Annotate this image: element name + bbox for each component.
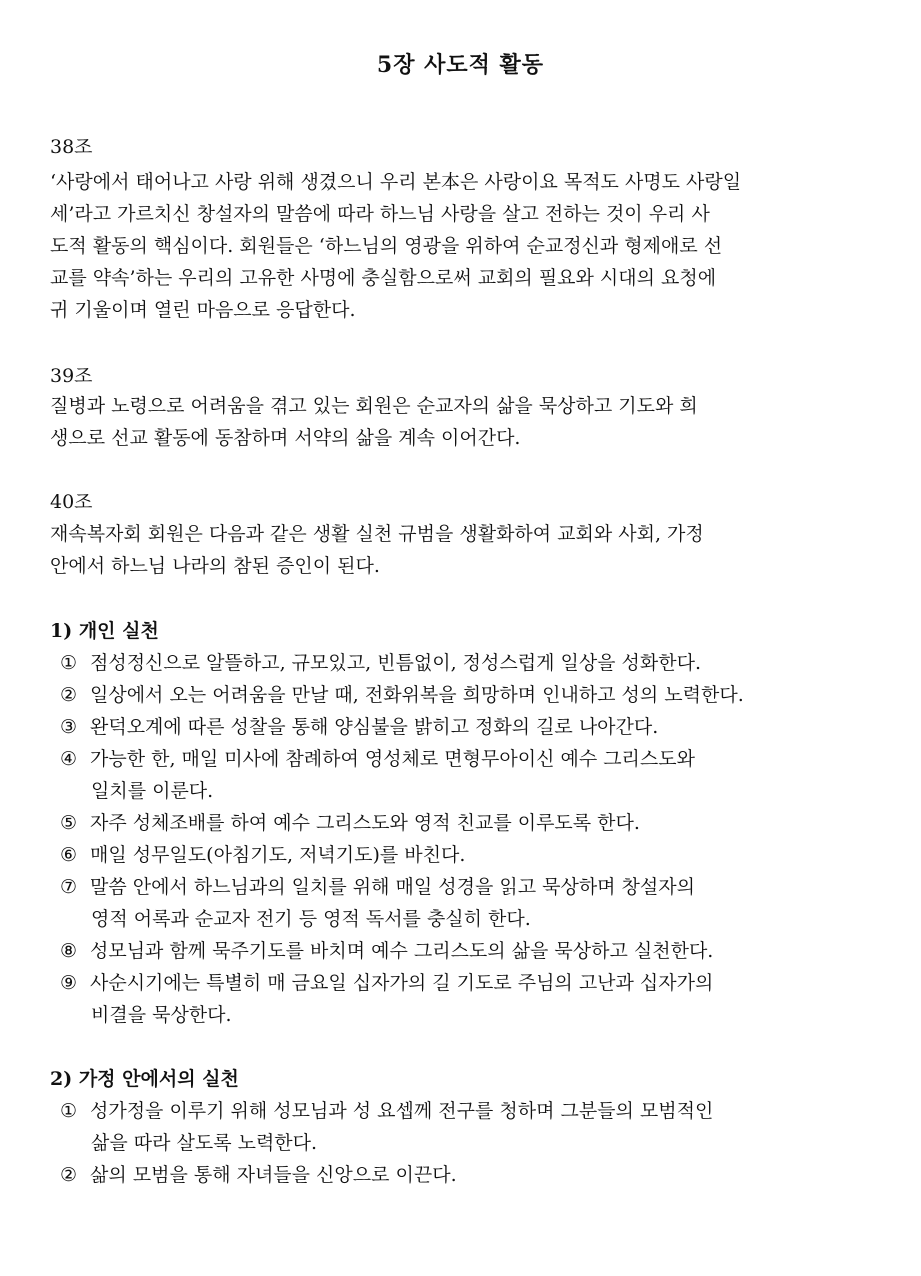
article-39-heading: 39조	[50, 365, 93, 387]
article-38-line: 교를 약속’하는 우리의 고유한 사명에 충실함으로써 교회의 필요와 시대의 요청에	[50, 267, 717, 289]
article-38-line: 귀 기울이며 열린 마음으로 응답한다.	[50, 299, 356, 321]
section-family-practice-heading: 2) 가정 안에서의 실천	[50, 1068, 239, 1090]
item-text-continued: 일치를 이룬다.	[91, 780, 214, 802]
item-text: 성가정을 이루기 위해 성모님과 성 요셉께 전구를 청하며 그분들의 모범적인	[90, 1100, 714, 1122]
article-38-heading: 38조	[50, 136, 93, 158]
article-38-line: ‘사랑에서 태어나고 사랑 위해 생겼으니 우리 본本은 사랑이요 목적도 사명도 사랑일	[50, 171, 742, 193]
list-item	[60, 1161, 457, 1189]
article-40-line: 재속복자회 회원은 다음과 같은 생활 실천 규범을 생활화하여 교회와 사회, 가정	[50, 523, 704, 545]
article-40-heading: 40조	[50, 491, 93, 513]
article-39-line: 생으로 선교 활동에 동참하며 서약의 삶을 계속 이어간다.	[50, 427, 521, 449]
item-text-continued: 영적 어록과 순교자 전기 등 영적 독서를 충실히 한다.	[91, 908, 531, 930]
list-item	[60, 681, 744, 709]
list-item	[60, 745, 695, 773]
list-item	[60, 649, 701, 677]
list-item	[60, 1097, 713, 1125]
item-text: 성모님과 함께 묵주기도를 바치며 예수 그리스도의 삶을 묵상하고 실천한다.	[90, 940, 714, 962]
item-number: ①	[60, 652, 78, 674]
list-item	[60, 969, 713, 997]
item-text-continued: 삶을 따라 살도록 노력한다.	[91, 1132, 318, 1154]
item-number: ①	[60, 1100, 78, 1122]
list-item	[60, 873, 695, 901]
section-personal-practice-heading: 1) 개인 실천	[50, 620, 159, 642]
item-number: ⑦	[60, 876, 78, 898]
item-number: ⑤	[60, 812, 78, 834]
article-38-line: 세’라고 가르치신 창설자의 말씀에 따라 하느님 사랑을 살고 전하는 것이 우리 사	[50, 203, 710, 225]
item-text: 가능한 한, 매일 미사에 참례하여 영성체로 면형무아이신 예수 그리스도와	[90, 748, 695, 770]
item-text: 완덕오계에 따른 성찰을 통해 양심불을 밝히고 정화의 길로 나아간다.	[90, 716, 659, 738]
item-number: ⑥	[60, 844, 78, 866]
item-text: 말씀 안에서 하느님과의 일치를 위해 매일 성경을 읽고 묵상하며 창설자의	[90, 876, 695, 898]
item-text-continued: 비결을 묵상한다.	[91, 1004, 232, 1026]
item-number: ②	[60, 1164, 78, 1186]
list-item	[60, 809, 640, 837]
item-text: 자주 성체조배를 하여 예수 그리스도와 영적 친교를 이루도록 한다.	[90, 812, 640, 834]
item-text: 매일 성무일도(아침기도, 저녁기도)를 바친다.	[90, 844, 466, 866]
list-item	[60, 841, 465, 869]
item-text: 삶의 모범을 통해 자녀들을 신앙으로 이끈다.	[90, 1164, 457, 1186]
item-text: 일상에서 오는 어려움을 만날 때, 전화위복을 희망하며 인내하고 성의 노력한다.	[90, 684, 744, 706]
item-number: ④	[60, 748, 78, 770]
item-number: ③	[60, 716, 78, 738]
list-item	[60, 713, 658, 741]
item-number: ②	[60, 684, 78, 706]
item-number: ⑨	[60, 972, 78, 994]
article-40-line: 안에서 하느님 나라의 참된 증인이 된다.	[50, 555, 380, 577]
list-item	[60, 937, 713, 965]
chapter-title: 5장 사도적 활동	[376, 52, 545, 78]
item-number: ⑧	[60, 940, 78, 962]
article-39-line: 질병과 노령으로 어려움을 겪고 있는 회원은 순교자의 삶을 묵상하고 기도와 희	[50, 395, 698, 417]
item-text: 점성정신으로 알뜰하고, 규모있고, 빈틈없이, 정성스럽게 일상을 성화한다.	[90, 652, 702, 674]
item-text: 사순시기에는 특별히 매 금요일 십자가의 길 기도로 주님의 고난과 십자가의	[90, 972, 714, 994]
article-38-line: 도적 활동의 핵심이다. 회원들은 ‘하느님의 영광을 위하여 순교정신과 형제애로 선	[50, 235, 723, 257]
